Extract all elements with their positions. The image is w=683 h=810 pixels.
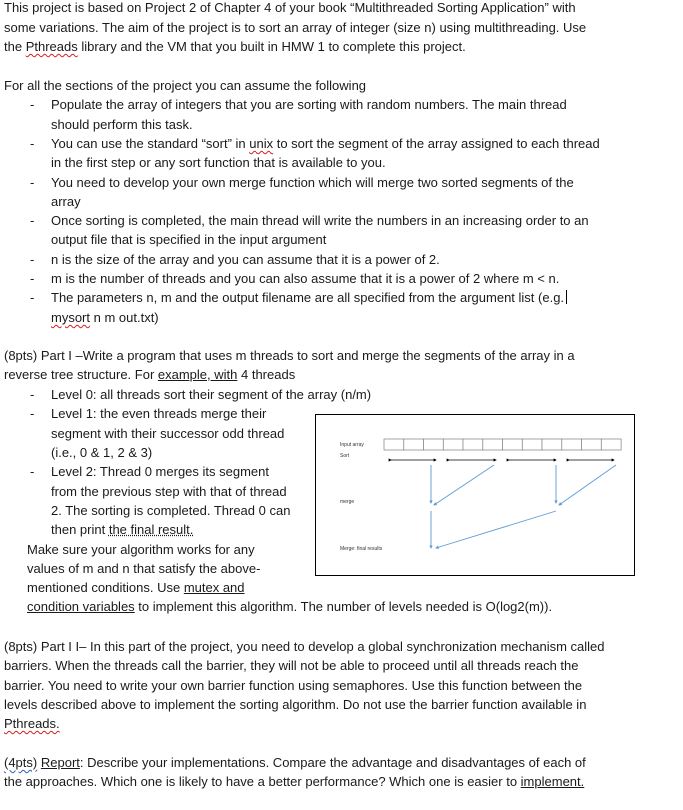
assumptions-heading: For all the sections of the project you can assume the following	[4, 78, 367, 93]
array-cell	[601, 439, 621, 450]
final-result-text: the final result.	[108, 522, 194, 537]
intro-line-3-post: library and the VM that you built in HMW 1 to complete this project.	[77, 39, 466, 54]
merge-diagonal-line	[434, 465, 494, 505]
report-line-2	[4, 774, 584, 790]
condition-variables-text: condition variables	[27, 599, 135, 614]
assumption-1-line-2: should perform this task.	[51, 117, 193, 132]
array-cell	[503, 439, 523, 450]
assumption-2-line-1	[51, 136, 600, 152]
bullet-dash: -	[30, 271, 35, 286]
assumption-7-args: n m out.txt)	[90, 310, 159, 325]
bullet-dash: -	[30, 406, 35, 421]
bullet-dash: -	[30, 464, 35, 479]
input-array-label: Input array	[340, 442, 364, 448]
bullet-dash: -	[30, 213, 35, 228]
part1-para-line-3	[27, 580, 245, 596]
part1-line-2-post: 4 threads	[237, 367, 296, 382]
assumption-1-line-1: Populate the array of integers that you are sorting with random numbers. The main thread	[51, 97, 567, 112]
part2-line-3: barrier. You need to write your own barrier function using semaphores. Use this function between the	[4, 678, 583, 693]
array-cell	[542, 439, 562, 450]
final-results-label: Merge: final results	[340, 546, 383, 552]
implement-text: implement.	[520, 774, 585, 789]
array-cell	[424, 439, 444, 450]
assumption-2-post: to sort the segment of the array assigned to each thread	[273, 136, 600, 151]
level-2-line-1: Level 2: Thread 0 merges its segment	[51, 464, 269, 479]
bullet-dash: -	[30, 175, 35, 190]
level-0-line: Level 0: all threads sort their segment of the array (n/m)	[51, 387, 372, 402]
part1-line-2-pre: reverse tree structure. For	[4, 367, 158, 382]
report-points: (4pts)	[4, 755, 38, 770]
unix-word: unix	[249, 136, 274, 151]
part1-line-1: (8pts) Part I –Write a program that uses m threads to sort and merge the segments of the array in a	[4, 348, 575, 363]
text-cursor	[566, 290, 567, 304]
assumption-6-line-1: m is the number of threads and you can also assume that it is a power of 2 where m < n.	[51, 271, 560, 286]
merge-lines	[431, 465, 616, 548]
array-cell	[404, 439, 424, 450]
bullet-dash: -	[30, 290, 35, 305]
example-link-text: example, with	[157, 367, 238, 382]
merge-diagonal-line	[559, 465, 616, 505]
report-title: Report	[40, 755, 80, 770]
assumption-3-line-2: array	[51, 194, 81, 209]
part1-para-line-4	[27, 599, 552, 615]
level-1-line-3: (i.e., 0 & 1, 2 & 3)	[51, 445, 153, 460]
part2-line-2: barriers. When the threads call the barrier, they will not be able to proceed until all threads reach the	[4, 658, 579, 673]
assumption-4-line-1: Once sorting is completed, the main thread will write the numbers in an increasing order to an	[51, 213, 589, 228]
level-2-line-2: from the previous step with that of thread	[51, 484, 287, 499]
level-2-line-4-pre: then print	[51, 522, 109, 537]
assumption-4-line-2: output file that is specified in the input argument	[51, 232, 327, 247]
assumption-3-line-1: You need to develop your own merge function which will merge two sorted segments of the	[51, 175, 574, 190]
pthreads-word-2: Pthreads.	[4, 716, 60, 731]
mysort-word: mysort	[51, 310, 90, 325]
part2-line-1: (8pts) Part I I– In this part of the project, you need to develop a global synchronization mechanism called	[4, 639, 605, 654]
bullet-dash: -	[30, 136, 35, 151]
array-cell	[443, 439, 463, 450]
report-line-2-pre: the approaches. Which one is likely to have a better performance? Which one is easier to	[4, 774, 521, 789]
part2-line-5	[4, 716, 60, 732]
array-cell	[483, 439, 503, 450]
array-cell	[463, 439, 483, 450]
final-diagonal-line	[436, 511, 556, 548]
sort-label: Sort	[340, 453, 350, 459]
part1-para-line-2: values of m and n that satisfy the above-	[27, 561, 261, 576]
assumption-7-text: The parameters n, m and the output filename are all specified from the argument list (e.g.	[51, 290, 565, 305]
part1-para-line-4-post: to implement this algorithm. The number of levels needed is O(log2(m)).	[134, 599, 553, 614]
intro-line-2: some variations. The aim of the project is to sort an array of integer (size n) using multithreading. Use	[4, 20, 587, 35]
part2-line-4: levels described above to implement the sorting algorithm. Do not use the barrier function available in	[4, 697, 587, 712]
mutex-text: mutex and	[183, 580, 245, 595]
assumption-5-line-1: n is the size of the array and you can assume that it is a power of 2.	[51, 252, 440, 267]
reverse-tree-diagram	[315, 414, 635, 576]
level-2-line-3: 2. The sorting is completed. Thread 0 can	[51, 503, 291, 518]
array-cell	[582, 439, 602, 450]
array-cell	[522, 439, 542, 450]
bullet-dash: -	[30, 252, 35, 267]
level-1-line-2: segment with their successor odd thread	[51, 426, 285, 441]
array-cell	[562, 439, 582, 450]
assumption-2-line-2: in the first step or any sort function that is available to you.	[51, 155, 386, 170]
intro-line-3	[4, 39, 466, 55]
assumption-2-pre: You can use the standard “sort” in	[51, 136, 250, 151]
merge-label: merge	[340, 499, 355, 505]
report-line-1	[4, 755, 586, 771]
level-2-line-4	[51, 522, 193, 538]
assumption-7-line-1	[51, 290, 567, 306]
diagram-canvas	[316, 415, 634, 575]
bullet-dash: -	[30, 387, 35, 402]
pthreads-word: Pthreads	[25, 39, 78, 54]
assumption-7-line-2	[51, 310, 159, 326]
part1-para-line-3-pre: mentioned conditions. Use	[27, 580, 184, 595]
input-array-cells	[384, 439, 621, 450]
bullet-dash: -	[30, 97, 35, 112]
part1-para-line-1: Make sure your algorithm works for any	[27, 542, 255, 557]
intro-line-3-pre: the	[4, 39, 26, 54]
level-1-line-1: Level 1: the even threads merge their	[51, 406, 267, 421]
part1-line-2	[4, 367, 295, 383]
report-line-1-post: : Describe your implementations. Compare the advantage and disadvantages of each of	[79, 755, 586, 770]
intro-line-1: This project is based on Project 2 of Chapter 4 of your book “Multithreaded Sorting Application” with	[4, 0, 576, 15]
array-cell	[384, 439, 404, 450]
